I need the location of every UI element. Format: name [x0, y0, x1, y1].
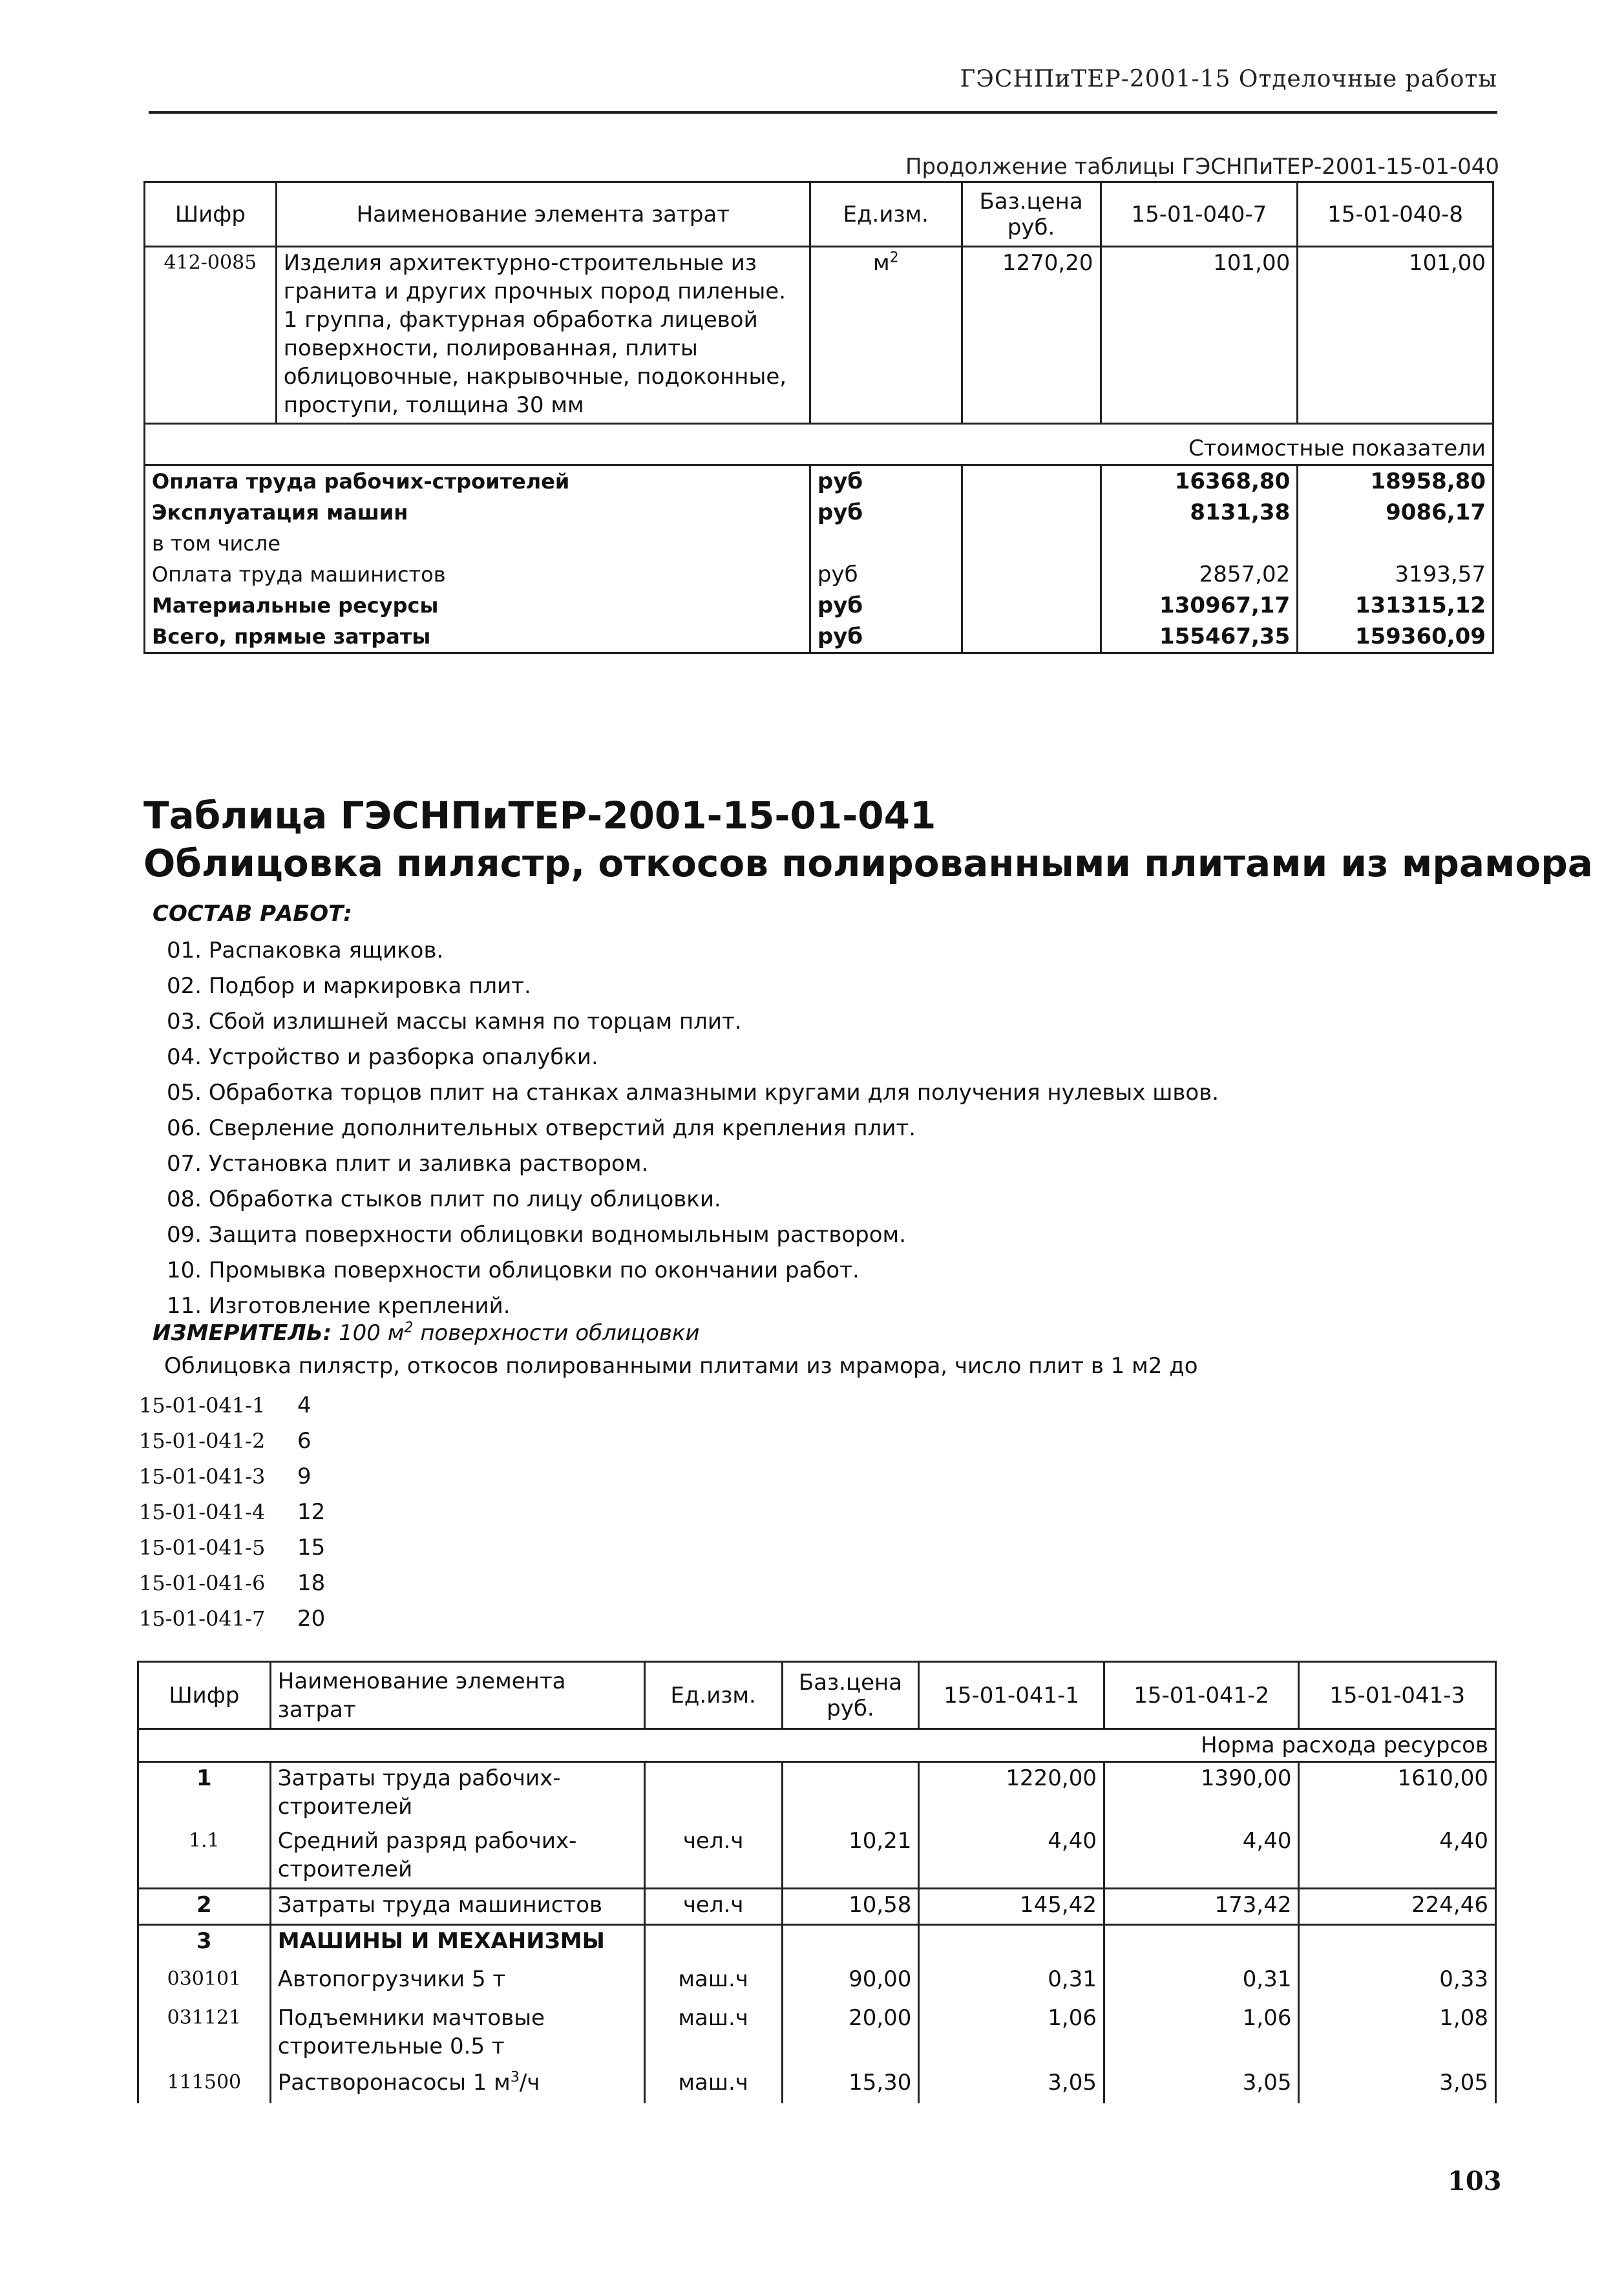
- list-item: 04. Устройство и разборка опалубки.: [167, 1044, 598, 1070]
- cost-name: Оплата труда машинистов: [145, 559, 810, 590]
- list-item: 15-01-041-7 20: [139, 1606, 326, 1632]
- cost-row: [145, 559, 1493, 590]
- section-row: [145, 424, 1493, 465]
- list-item: 01. Распаковка ящиков.: [167, 938, 444, 963]
- row-unit: [644, 1762, 782, 1825]
- header-col1: 15-01-040-7: [1101, 182, 1298, 247]
- row-v2: 173,42: [1104, 1889, 1298, 1925]
- running-title: ГЭСНПиТЕР-2001-15 Отделочные работы: [960, 66, 1497, 92]
- section-label: Стоимостные показатели: [145, 424, 1493, 465]
- cost-price: [962, 590, 1101, 621]
- material-unit: $м^2$: [810, 247, 962, 424]
- norm-codes-list: [139, 1388, 325, 1637]
- row-code: 1.1: [138, 1825, 271, 1889]
- cost-v2: [1298, 528, 1493, 559]
- header-code: Шифр: [138, 1662, 271, 1729]
- row-v3: [1299, 1925, 1496, 1964]
- row-v3: 3,05: [1299, 2067, 1496, 2103]
- table-title: Таблица ГЭСНПиТЕР-2001-15-01-041: [143, 794, 936, 837]
- row-price: 10,21: [782, 1825, 919, 1889]
- table-continuation-label: Продолжение таблицы ГЭСНПиТЕР-2001-15-01-040: [905, 154, 1499, 180]
- cost-row: [145, 465, 1493, 498]
- cost-row: [145, 528, 1493, 559]
- header-code: Шифр: [145, 182, 277, 247]
- measure-unit-line: ИЗМЕРИТЕЛЬ: 100 $м^2$ поверхности облицовки: [153, 1319, 700, 1346]
- list-item: 05. Обработка торцов плит на станках алмазными кругами для получения нулевых швов.: [167, 1080, 1219, 1106]
- table-row: [138, 2067, 1496, 2103]
- norm-description: Облицовка пилястр, откосов полированными плитами из мрамора, число плит в 1 м2 до: [164, 1353, 1198, 1379]
- row-v1: [919, 1925, 1104, 1964]
- header-unit: Ед.изм.: [644, 1662, 782, 1729]
- row-v2: 3,05: [1104, 2067, 1298, 2103]
- row-v2: 0,31: [1104, 1964, 1298, 2002]
- cost-price: [962, 497, 1101, 528]
- row-name: Растворонасосы 1 $м^3/ч$: [270, 2067, 644, 2103]
- cost-row: [145, 497, 1493, 528]
- row-v1: 0,31: [919, 1964, 1104, 2002]
- cost-unit: руб: [810, 465, 962, 498]
- cost-v2: 159360,09: [1298, 621, 1493, 653]
- table-header-row: [138, 1662, 1496, 1729]
- cost-name: Оплата труда рабочих-строителей: [145, 465, 810, 498]
- running-header: [149, 66, 1497, 114]
- measure-label: ИЗМЕРИТЕЛЬ:: [153, 1320, 332, 1346]
- resource-table-041: [137, 1661, 1497, 2103]
- row-price: 15,30: [782, 2067, 919, 2103]
- cost-unit: руб: [810, 590, 962, 621]
- list-item: 15-01-041-5 15: [139, 1535, 326, 1561]
- measure-rest: поверхности облицовки: [413, 1320, 700, 1346]
- section-label: Норма расхода ресурсов: [138, 1729, 1496, 1762]
- cost-v1: 2857,02: [1101, 559, 1298, 590]
- cost-price: [962, 621, 1101, 653]
- header-name: Наименование элемента затрат: [270, 1662, 644, 1729]
- works-composition-label: СОСТАВ РАБОТ:: [153, 901, 352, 927]
- resource-table-040: [143, 181, 1494, 654]
- row-v2: 1390,00: [1104, 1762, 1298, 1825]
- list-item: 15-01-041-3 9: [139, 1464, 311, 1489]
- row-price: 10,58: [782, 1889, 919, 1925]
- row-code: 1: [138, 1762, 271, 1825]
- material-price: 1270,20: [962, 247, 1101, 424]
- cost-v1: [1101, 528, 1298, 559]
- list-item: 02. Подбор и маркировка плит.: [167, 973, 531, 999]
- list-item: 11. Изготовление креплений.: [167, 1293, 511, 1319]
- row-price: [782, 1762, 919, 1825]
- row-v2: 4,40: [1104, 1825, 1298, 1889]
- page-number: 103: [1448, 2166, 1502, 2196]
- material-row: [145, 247, 1493, 424]
- row-v3: 4,40: [1299, 1825, 1496, 1889]
- cost-v1: 16368,80: [1101, 465, 1298, 498]
- row-v2: 1,06: [1104, 2002, 1298, 2067]
- cost-name: Эксплуатация машин: [145, 497, 810, 528]
- row-code: 111500: [138, 2067, 271, 2103]
- cost-v2: 131315,12: [1298, 590, 1493, 621]
- material-code: 412-0085: [145, 247, 277, 424]
- row-price: 20,00: [782, 2002, 919, 2067]
- table-subtitle: Облицовка пилястр, откосов полированными плитами из мрамора: [143, 841, 1593, 885]
- table-row: [138, 1889, 1496, 1925]
- row-name: Автопогрузчики 5 т: [270, 1964, 644, 2002]
- row-unit: маш.ч: [644, 2002, 782, 2067]
- cost-v1: 155467,35: [1101, 621, 1298, 653]
- row-name: Средний разряд рабочих-строителей: [270, 1825, 644, 1889]
- cost-row: [145, 621, 1493, 653]
- row-name: Затраты труда машинистов: [270, 1889, 644, 1925]
- cost-v1: 130967,17: [1101, 590, 1298, 621]
- list-item: 03. Сбой излишней массы камня по торцам плит.: [167, 1009, 742, 1035]
- row-price: [782, 1925, 919, 1964]
- row-code: 030101: [138, 1964, 271, 2002]
- row-v1: 3,05: [919, 2067, 1104, 2103]
- row-unit: маш.ч: [644, 2067, 782, 2103]
- row-code: 2: [138, 1889, 271, 1925]
- list-item: 10. Промывка поверхности облицовки по окончании работ.: [167, 1257, 859, 1283]
- row-v1: 1,06: [919, 2002, 1104, 2067]
- row-v1: 145,42: [919, 1889, 1104, 1925]
- header-col3: 15-01-041-3: [1299, 1662, 1496, 1729]
- header-price: Баз.цена руб.: [782, 1662, 919, 1729]
- row-v3: 0,33: [1299, 1964, 1496, 2002]
- header-name: Наименование элемента затрат: [276, 182, 810, 247]
- section-row: [138, 1729, 1496, 1762]
- table-row: [138, 1925, 1496, 1964]
- row-v1: 4,40: [919, 1825, 1104, 1889]
- row-code: 3: [138, 1925, 271, 1964]
- cost-v1: 8131,38: [1101, 497, 1298, 528]
- list-item: 15-01-041-2 6: [139, 1428, 311, 1454]
- list-item: 09. Защита поверхности облицовки водномыльным раствором.: [167, 1222, 906, 1248]
- table-row: [138, 1762, 1496, 1825]
- table-header-row: [145, 182, 1493, 247]
- cost-name: в том числе: [145, 528, 810, 559]
- header-col2: 15-01-040-8: [1298, 182, 1493, 247]
- row-name: Затраты труда рабочих-строителей: [270, 1762, 644, 1825]
- list-item: 15-01-041-1 4: [139, 1393, 311, 1418]
- cost-v2: 3193,57: [1298, 559, 1493, 590]
- row-unit: чел.ч: [644, 1825, 782, 1889]
- list-item: 07. Установка плит и заливка раствором.: [167, 1151, 649, 1177]
- works-list: [167, 933, 1219, 1324]
- cost-price: [962, 528, 1101, 559]
- row-v3: 1610,00: [1299, 1762, 1496, 1825]
- table-row: [138, 1964, 1496, 2002]
- cost-v2: 18958,80: [1298, 465, 1493, 498]
- cost-name: Материальные ресурсы: [145, 590, 810, 621]
- row-unit: [644, 1925, 782, 1964]
- list-item: 15-01-041-4 12: [139, 1499, 326, 1525]
- row-v3: 224,46: [1299, 1889, 1496, 1925]
- material-name: Изделия архитектурно-строительные из гранита и других прочных пород пиленые. 1 группа, фактурная обработка лицевой поверхности, полированная, плиты облицовочные, накрывочные, подоконные, проступи, толщина 30 мм: [276, 247, 810, 424]
- list-item: 08. Обработка стыков плит по лицу облицовки.: [167, 1186, 721, 1212]
- row-code: 031121: [138, 2002, 271, 2067]
- header-col1: 15-01-041-1: [919, 1662, 1104, 1729]
- row-v1: 1220,00: [919, 1762, 1104, 1825]
- header-unit: Ед.изм.: [810, 182, 962, 247]
- cost-unit: [810, 528, 962, 559]
- cost-unit: руб: [810, 497, 962, 528]
- list-item: 06. Сверление дополнительных отверстий для крепления плит.: [167, 1115, 916, 1141]
- row-price: 90,00: [782, 1964, 919, 2002]
- row-name: Подъемники мачтовые строительные 0.5 т: [270, 2002, 644, 2067]
- table-row: [138, 2002, 1496, 2067]
- material-v2: 101,00: [1298, 247, 1493, 424]
- table-row: [138, 1825, 1496, 1889]
- row-v3: 1,08: [1299, 2002, 1496, 2067]
- row-name: МАШИНЫ И МЕХАНИЗМЫ: [270, 1925, 644, 1964]
- material-v1: 101,00: [1101, 247, 1298, 424]
- cost-row: [145, 590, 1493, 621]
- header-col2: 15-01-041-2: [1104, 1662, 1298, 1729]
- row-unit: маш.ч: [644, 1964, 782, 2002]
- cost-unit: руб: [810, 559, 962, 590]
- cost-price: [962, 465, 1101, 498]
- cost-unit: руб: [810, 621, 962, 653]
- list-item: 15-01-041-6 18: [139, 1570, 326, 1596]
- cost-price: [962, 559, 1101, 590]
- row-unit: чел.ч: [644, 1889, 782, 1925]
- row-v2: [1104, 1925, 1298, 1964]
- header-price: Баз.цена руб.: [962, 182, 1101, 247]
- cost-v2: 9086,17: [1298, 497, 1493, 528]
- cost-name: Всего, прямые затраты: [145, 621, 810, 653]
- measure-value: 100 м: [339, 1320, 405, 1346]
